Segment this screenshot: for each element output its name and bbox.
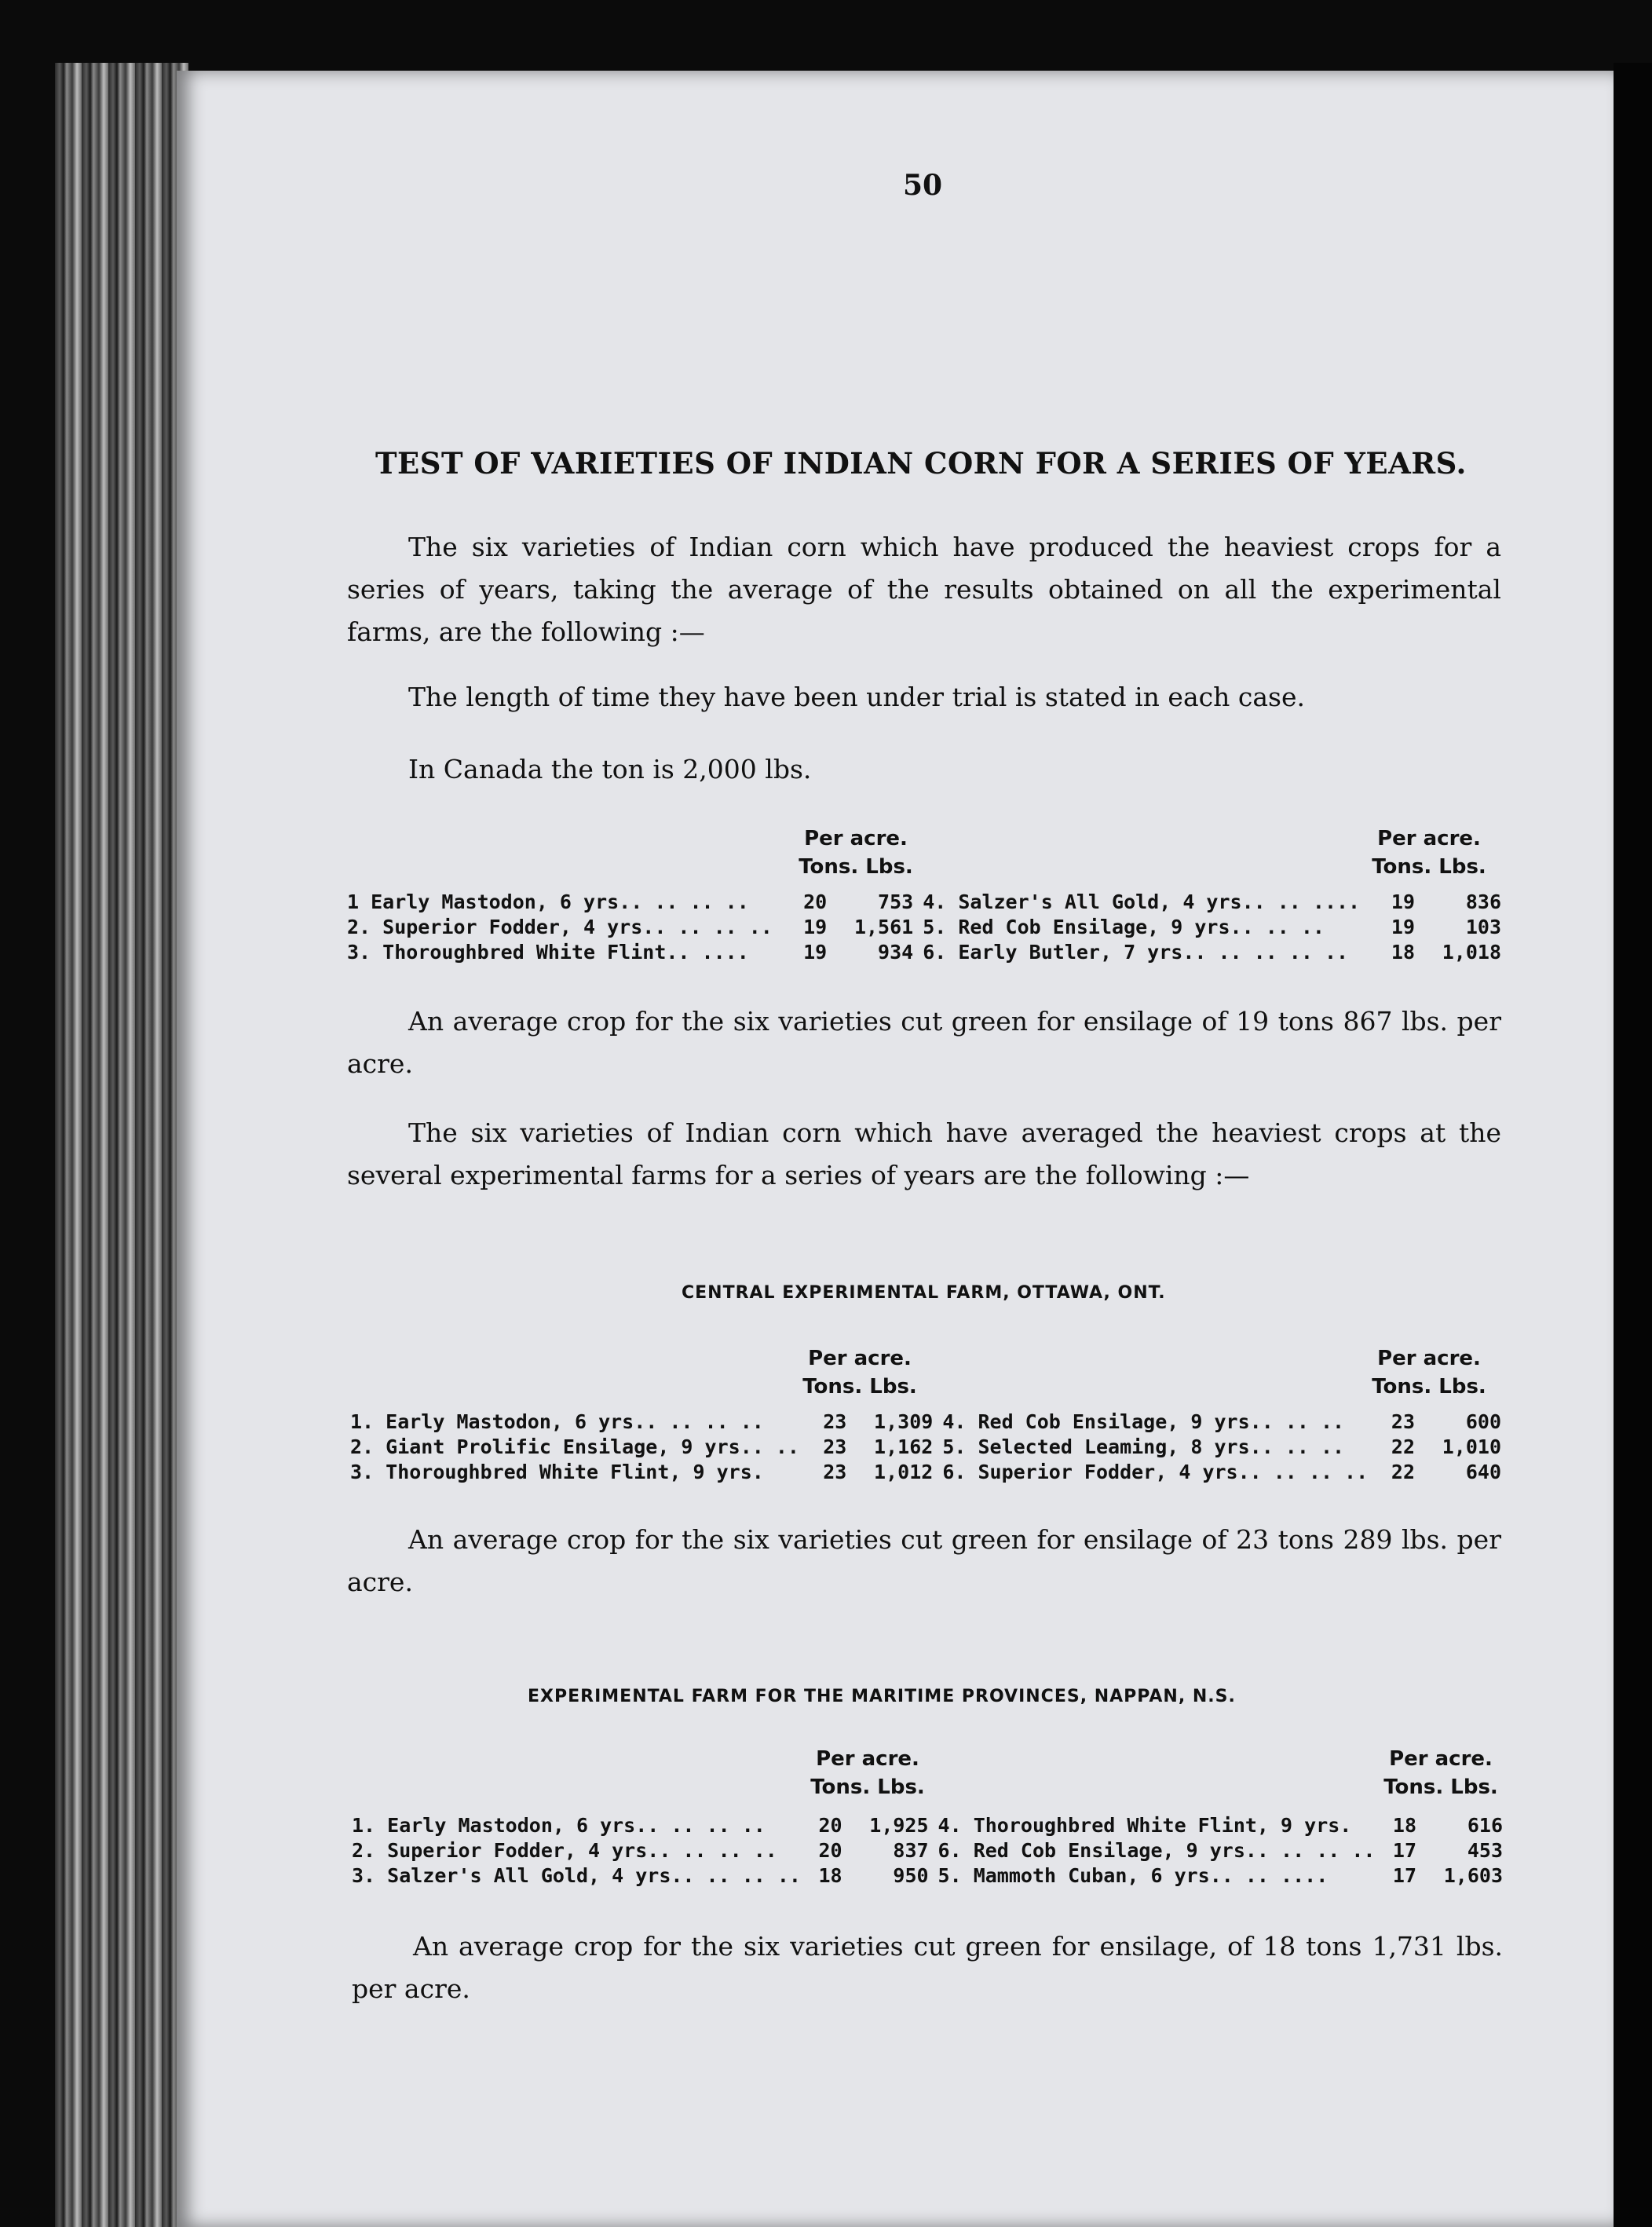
tons-value: 23 bbox=[823, 1410, 847, 1433]
tons-value: 23 bbox=[1391, 1410, 1415, 1433]
page-number: 50 bbox=[903, 169, 943, 202]
trial-length-note: The length of time they have been under trial is stated in each case. bbox=[408, 682, 1305, 712]
lbs-value: 640 bbox=[1465, 1460, 1501, 1483]
tons-value: 17 bbox=[1392, 1838, 1416, 1862]
lbs-value: 753 bbox=[878, 890, 914, 913]
lbs-value: 1,012 bbox=[874, 1460, 934, 1483]
table-row bbox=[350, 1459, 1501, 1484]
variety-name: 1. Early Mastodon, 6 yrs.. .. .. .. bbox=[352, 1813, 766, 1837]
tons-value: 18 bbox=[1391, 940, 1415, 964]
variety-name: 2. Giant Prolific Ensilage, 9 yrs.. .. bbox=[350, 1435, 799, 1458]
book-binding-edge bbox=[55, 63, 188, 2227]
table-row bbox=[350, 1434, 1501, 1459]
tons-value: 22 bbox=[1391, 1435, 1415, 1458]
variety-name: 3. Salzer's All Gold, 4 yrs.. .. .. .. bbox=[352, 1863, 801, 1887]
variety-name: 4. Salzer's All Gold, 4 yrs.. .. .... bbox=[923, 890, 1361, 913]
column-header-per-acre bbox=[1362, 1344, 1496, 1401]
variety-name: 6. Red Cob Ensilage, 9 yrs.. .. .. .. bbox=[937, 1838, 1376, 1862]
tons-lbs-label: Tons. Lbs. bbox=[1372, 855, 1486, 879]
series-paragraph: The six varieties of Indian corn which have averaged the heaviest crops at the several experimental farms for a series of years are the following :— bbox=[347, 1117, 1501, 1190]
variety-name: 5. Red Cob Ensilage, 9 yrs.. .. .. bbox=[923, 915, 1325, 938]
variety-name: 1. Early Mastodon, 6 yrs.. .. .. .. bbox=[350, 1410, 764, 1433]
variety-name: 5. Mammoth Cuban, 6 yrs.. .. .... bbox=[937, 1863, 1329, 1887]
lbs-value: 600 bbox=[1465, 1410, 1501, 1433]
average-summary-nappan: An average crop for the six varieties cut green for ensilage, of 18 tons 1,731 lbs. per acre. bbox=[352, 1931, 1503, 2004]
variety-name: 4. Red Cob Ensilage, 9 yrs.. .. .. bbox=[942, 1410, 1345, 1433]
per-acre-label: Per acre. bbox=[1377, 1347, 1481, 1370]
table-row bbox=[347, 889, 1501, 914]
scan-border bbox=[1614, 63, 1652, 2227]
tons-value: 19 bbox=[803, 915, 828, 938]
tons-value: 20 bbox=[818, 1838, 842, 1862]
lbs-value: 1,309 bbox=[874, 1410, 934, 1433]
lbs-value: 453 bbox=[1467, 1838, 1503, 1862]
lbs-value: 1,561 bbox=[853, 915, 914, 938]
variety-name: 3. Thoroughbred White Flint.. .... bbox=[347, 940, 749, 964]
variety-name: 3. Thoroughbred White Flint, 9 yrs. bbox=[350, 1460, 764, 1483]
variety-name: 2. Superior Fodder, 4 yrs.. .. .. .. bbox=[352, 1838, 777, 1862]
section-title-ottawa: CENTRAL EXPERIMENTAL FARM, OTTAWA, ONT. bbox=[682, 1283, 1166, 1303]
tons-value: 23 bbox=[823, 1460, 847, 1483]
variety-name: 1 Early Mastodon, 6 yrs.. .. .. .. bbox=[347, 890, 749, 913]
table-row bbox=[352, 1838, 1503, 1863]
column-header-per-acre bbox=[793, 1344, 927, 1401]
column-header-per-acre bbox=[801, 1745, 934, 1801]
tons-value: 17 bbox=[1392, 1863, 1416, 1887]
table-row bbox=[347, 914, 1501, 939]
table-row bbox=[352, 1812, 1503, 1838]
table-all-farms bbox=[347, 889, 1501, 964]
lbs-value: 1,925 bbox=[869, 1813, 929, 1837]
lbs-value: 1,603 bbox=[1443, 1863, 1503, 1887]
intro-paragraph: The six varieties of Indian corn which have produced the heaviest crops for a series of years, taking the average of the results obtained on all the experimental farms, are the following :— bbox=[347, 532, 1501, 647]
tons-value: 23 bbox=[823, 1435, 847, 1458]
per-acre-label: Per acre. bbox=[816, 1747, 919, 1771]
tons-value: 22 bbox=[1391, 1460, 1415, 1483]
column-header-per-acre bbox=[1374, 1745, 1508, 1801]
tons-value: 20 bbox=[803, 890, 828, 913]
variety-name: 5. Selected Leaming, 8 yrs.. .. .. bbox=[942, 1435, 1345, 1458]
tons-value: 20 bbox=[818, 1813, 842, 1837]
lbs-value: 1,162 bbox=[874, 1435, 934, 1458]
table-nappan bbox=[352, 1812, 1503, 1888]
tons-lbs-label: Tons. Lbs. bbox=[810, 1775, 925, 1799]
lbs-value: 950 bbox=[893, 1863, 929, 1887]
column-header-per-acre bbox=[1362, 825, 1496, 881]
table-row bbox=[347, 939, 1501, 964]
page-title: TEST OF VARIETIES OF INDIAN CORN FOR A SERIES OF YEARS. bbox=[375, 446, 1467, 481]
tons-value: 18 bbox=[818, 1863, 842, 1887]
variety-name: 2. Superior Fodder, 4 yrs.. .. .. .. bbox=[347, 915, 773, 938]
tons-value: 18 bbox=[1392, 1813, 1416, 1837]
average-summary-all: An average crop for the six varieties cut green for ensilage of 19 tons 867 lbs. per acre. bbox=[347, 1006, 1501, 1079]
variety-name: 4. Thoroughbred White Flint, 9 yrs. bbox=[937, 1813, 1352, 1837]
per-acre-label: Per acre. bbox=[1377, 827, 1481, 850]
tons-lbs-label: Tons. Lbs. bbox=[1372, 1375, 1486, 1399]
tons-lbs-label: Tons. Lbs. bbox=[802, 1375, 917, 1399]
per-acre-label: Per acre. bbox=[1389, 1747, 1493, 1771]
lbs-value: 1,018 bbox=[1442, 940, 1501, 964]
per-acre-label: Per acre. bbox=[804, 827, 908, 850]
column-header-per-acre bbox=[789, 825, 923, 881]
ton-definition-note: In Canada the ton is 2,000 lbs. bbox=[408, 754, 812, 784]
average-summary-ottawa: An average crop for the six varieties cut green for ensilage of 23 tons 289 lbs. per acre. bbox=[347, 1524, 1501, 1597]
lbs-value: 103 bbox=[1465, 915, 1501, 938]
tons-lbs-label: Tons. Lbs. bbox=[799, 855, 913, 879]
lbs-value: 616 bbox=[1467, 1813, 1503, 1837]
lbs-value: 934 bbox=[878, 940, 914, 964]
tons-value: 19 bbox=[803, 940, 828, 964]
lbs-value: 836 bbox=[1465, 890, 1501, 913]
tons-value: 19 bbox=[1391, 915, 1415, 938]
table-ottawa bbox=[350, 1409, 1501, 1484]
variety-name: 6. Early Butler, 7 yrs.. .. .. .. .. bbox=[923, 940, 1349, 964]
tons-lbs-label: Tons. Lbs. bbox=[1383, 1775, 1498, 1799]
table-row bbox=[352, 1863, 1503, 1888]
section-title-nappan: EXPERIMENTAL FARM FOR THE MARITIME PROVINCES, NAPPAN, N.S. bbox=[528, 1687, 1236, 1706]
tons-value: 19 bbox=[1391, 890, 1415, 913]
lbs-value: 1,010 bbox=[1442, 1435, 1501, 1458]
variety-name: 6. Superior Fodder, 4 yrs.. .. .. .. bbox=[942, 1460, 1369, 1483]
table-row bbox=[350, 1409, 1501, 1434]
per-acre-label: Per acre. bbox=[808, 1347, 912, 1370]
lbs-value: 837 bbox=[893, 1838, 929, 1862]
